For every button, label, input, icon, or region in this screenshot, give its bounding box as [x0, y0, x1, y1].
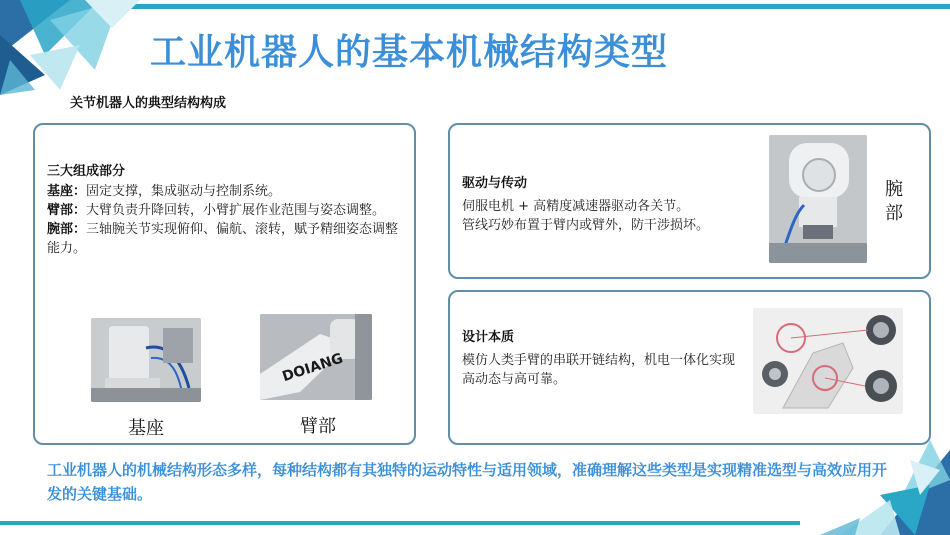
composition-item-wrist — [47, 220, 402, 258]
item-separator: ： — [73, 184, 87, 199]
design-photo — [753, 308, 903, 414]
wrist-photo — [769, 135, 867, 263]
item-term: 基座 — [47, 184, 74, 199]
robot-base-image — [91, 318, 201, 402]
wrist-caption: 腕部 — [885, 179, 903, 224]
item-term: 臂部 — [47, 203, 74, 218]
item-separator: ： — [73, 222, 87, 237]
base-photo — [91, 318, 201, 402]
drive-text — [462, 172, 762, 235]
bottom-accent-bar — [0, 521, 800, 525]
design-heading: 设计本质 — [462, 330, 515, 345]
drive-line: 伺服电机 + 高精度减速器驱动各关节。 — [462, 199, 690, 214]
item-desc: 三轴腕关节实现俯仰、偏航、滚转，赋予精细姿态调整能力。 — [47, 222, 399, 256]
top-accent-bar — [120, 4, 950, 9]
design-text — [462, 326, 747, 389]
page-subtitle: 关节机器人的典型结构构成 — [70, 96, 227, 111]
arm-caption: 臂部 — [300, 416, 336, 437]
item-separator: ： — [73, 203, 87, 218]
composition-item-base — [47, 182, 402, 201]
base-caption: 基座 — [128, 418, 164, 439]
drive-heading: 驱动与传动 — [462, 176, 528, 191]
summary-text: 工业机器人的机械结构形态多样，每种结构都有其独特的运动特性与适用领域，准确理解这些类型是实现精准选型与高效应用开发的关键基础。 — [47, 461, 888, 503]
robot-arm-image — [260, 314, 372, 400]
composition-heading: 三大组成部分 — [47, 164, 126, 179]
design-line: 模仿人类手臂的串联开链结构，机电一体化实现高动态与高可靠。 — [462, 353, 736, 387]
joint-diagram-image — [753, 308, 903, 414]
robot-wrist-image — [769, 135, 867, 263]
arm-brand-text: DOIANG — [280, 350, 346, 386]
composition-text — [47, 160, 402, 258]
corner-decoration-top-left — [0, 0, 140, 95]
drive-line: 管线巧妙布置于臂内或臂外，防干涉损坏。 — [462, 218, 710, 233]
item-desc: 固定支撑，集成驱动与控制系统。 — [86, 184, 282, 199]
composition-item-arm — [47, 201, 402, 220]
arm-photo — [260, 314, 372, 400]
item-desc: 大臂负责升降回转，小臂扩展作业范围与姿态调整。 — [86, 203, 386, 218]
page-title: 工业机器人的基本机械结构类型 — [150, 32, 669, 73]
item-term: 腕部 — [47, 222, 74, 237]
